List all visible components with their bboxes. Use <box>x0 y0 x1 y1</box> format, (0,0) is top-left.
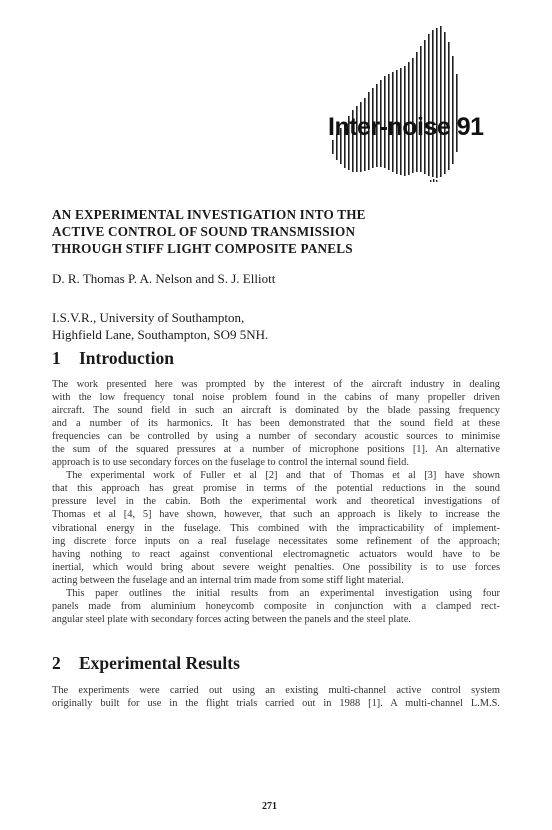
affiliation-line-1: I.S.V.R., University of Southampton, <box>52 310 245 325</box>
section-number: 1 <box>52 348 61 368</box>
text-line: ing discrete force inputs on a real fuselage necessitates some refinement of the approach; <box>52 535 500 547</box>
logo-bar <box>432 30 434 177</box>
text-line: panels made from aluminium honeycomb composite in conjunction with a clamped rect- <box>52 600 500 612</box>
title-line-3: THROUGH STIFF LIGHT COMPOSITE PANELS <box>52 241 353 256</box>
section-heading-experimental-results <box>52 653 240 674</box>
paragraph <box>52 684 500 710</box>
text-line: aircraft. The sound field in such an aircraft is dominated by the blade passing frequency <box>52 405 500 417</box>
logo-bar-tasmania <box>430 180 431 182</box>
logo-bar <box>440 26 442 177</box>
text-line: acting between the fuselage and an internal trim made from some stiff light material. <box>52 574 404 586</box>
logo-bar <box>444 32 446 174</box>
logo-text: Inter-noise 91 <box>328 113 484 141</box>
text-line: inertial, which would bring about severe weight penalties. One possibility is to use forces <box>52 561 500 573</box>
logo-bar <box>424 40 426 174</box>
authors: D. R. Thomas P. A. Nelson and S. J. Elliott <box>52 271 276 286</box>
australia-map-icon <box>318 22 468 182</box>
text-line: with the low frequency tonal noise problem found in the cabins of many propeller driven <box>52 392 500 404</box>
text-line: This paper outlines the initial results from an experimental investigation using four <box>66 587 500 599</box>
text-line: The experiments were carried out using an existing multi-channel active control system <box>52 685 500 696</box>
logo-bar <box>416 52 418 172</box>
text-line: frequencies can be controlled by using a number of secondary acoustic sources to minimise <box>52 431 500 443</box>
logo-bar <box>332 140 334 154</box>
text-line: having nothing to react against conventional electromagnetic actuators would have to be <box>52 548 500 560</box>
text-line: approach is to use secondary forces on the fuselage to control the internal sound field. <box>52 457 409 469</box>
paper-title <box>52 206 502 257</box>
text-line: pressure level in the cabin. Both the experimental work and theoretical investigations of <box>52 496 500 508</box>
logo-bar <box>436 28 438 178</box>
section-heading-introduction <box>52 348 174 369</box>
logo-bar <box>420 46 422 172</box>
text-line: and a number of its harmonics. It has been demonstrated that the sound field at these <box>52 418 500 430</box>
logo-bar-tasmania <box>433 179 434 182</box>
logo-bar <box>452 56 454 164</box>
title-line-1: AN EXPERIMENTAL INVESTIGATION INTO THE <box>52 207 366 222</box>
text-line: Thomas et al [4, 5] have shown, however, that such an approach is likely to increase the <box>52 509 500 521</box>
conference-logo <box>318 22 468 182</box>
section-number: 2 <box>52 653 61 673</box>
paragraph <box>52 378 500 626</box>
affiliation <box>52 309 268 343</box>
text-line: vibrational energy in the fuselage. This combined with the impracticability of implement- <box>52 522 500 534</box>
text-line: The work presented here was prompted by the interest of the aircraft industry in dealing <box>52 379 500 390</box>
section-title: Experimental Results <box>79 653 240 673</box>
title-line-2: ACTIVE CONTROL OF SOUND TRANSMISSION <box>52 224 356 239</box>
logo-bar <box>428 34 430 176</box>
text-line: The experimental work of Fuller et al [2] and that of Thomas et al [3] have shown <box>66 470 500 482</box>
text-line: angular steel plate with secondary forces acting between the panels and the steel plate. <box>52 613 411 625</box>
text-line: the sum of the squared pressures at a number of microphone positions [1]. An alternative <box>52 444 500 456</box>
logo-bar <box>448 42 450 170</box>
affiliation-line-2: Highfield Lane, Southampton, SO9 5NH. <box>52 327 269 342</box>
text-line: originally built for use in the flight trials carried out in 1988 [1]. A multi-channel L.M.S. <box>52 698 500 710</box>
logo-bar-tasmania <box>436 180 437 182</box>
section-title: Introduction <box>79 348 174 368</box>
page-number: 271 <box>262 801 277 812</box>
text-line: that this approach has great promise in terms of the potential reductions in the sound <box>52 483 500 495</box>
